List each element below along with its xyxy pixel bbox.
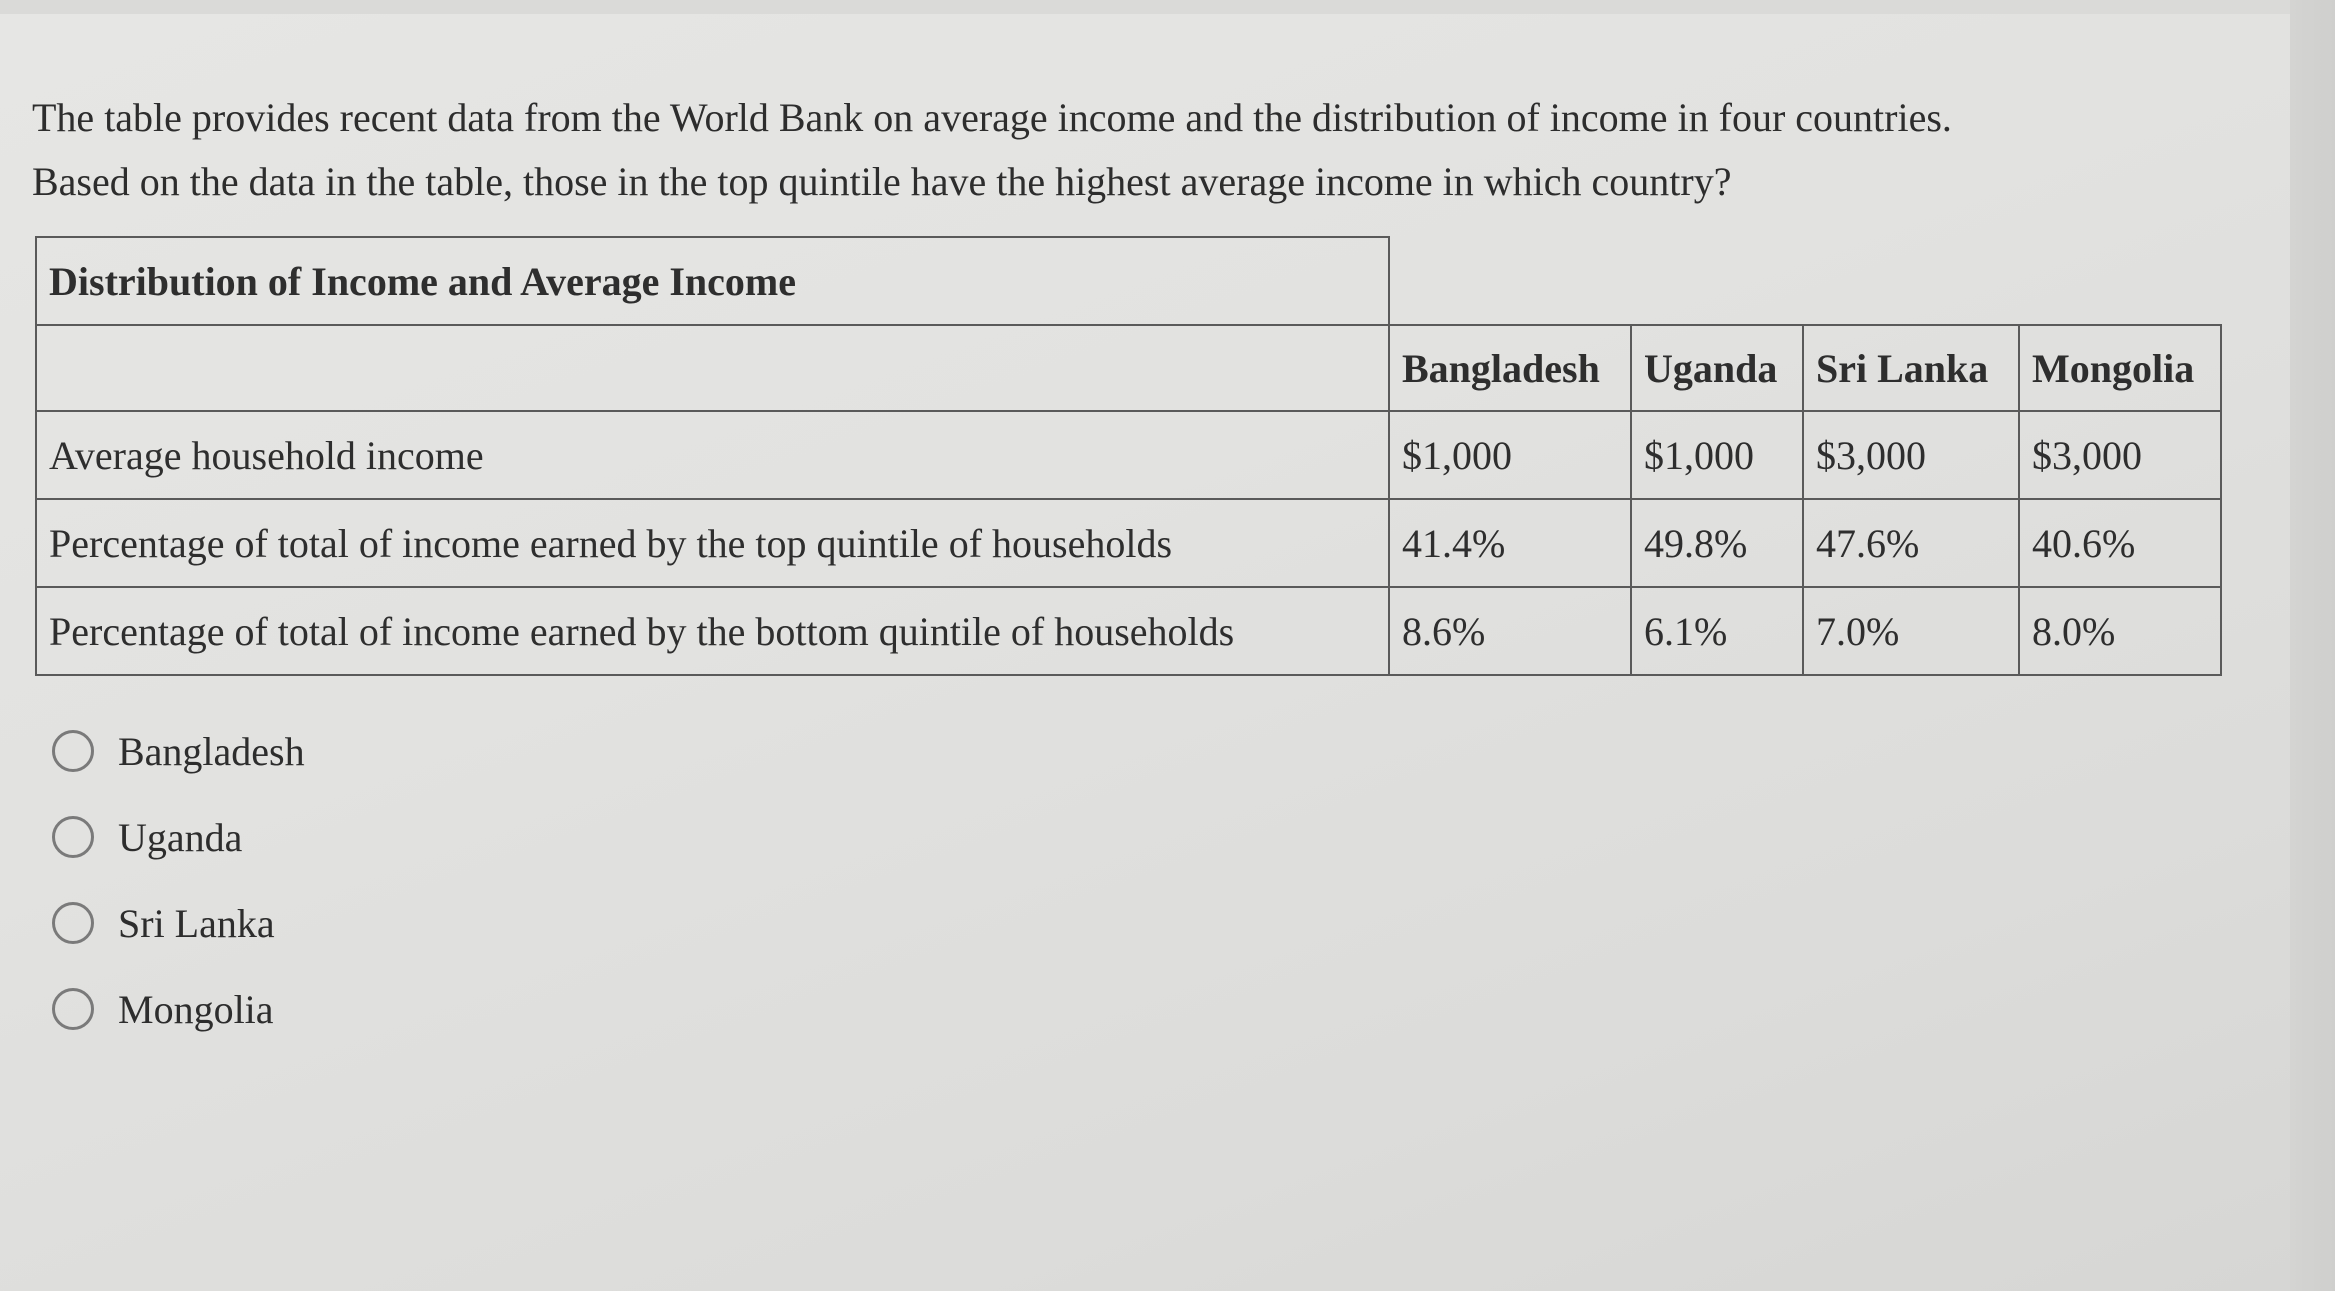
row-label-average-income: Average household income <box>36 411 1389 499</box>
option-uganda[interactable] <box>52 794 305 880</box>
caption-spacer <box>1389 237 2221 325</box>
table-title: Distribution of Income and Average Income <box>36 237 1389 325</box>
option-label: Bangladesh <box>118 728 305 774</box>
column-header-bangladesh: Bangladesh <box>1389 325 1631 411</box>
option-label: Sri Lanka <box>118 900 275 946</box>
top-strip <box>0 0 2335 14</box>
header-corner-cell <box>36 325 1389 411</box>
option-sri-lanka[interactable] <box>52 880 305 966</box>
cell-value: 40.6% <box>2019 499 2221 587</box>
table-header-row <box>36 325 2221 411</box>
cell-value: 6.1% <box>1631 587 1803 675</box>
table-row <box>36 411 2221 499</box>
radio-button-icon[interactable] <box>52 730 94 772</box>
radio-button-icon[interactable] <box>52 902 94 944</box>
screen-right-edge <box>2290 0 2335 1291</box>
table-row <box>36 587 2221 675</box>
option-label: Mongolia <box>118 986 274 1032</box>
answer-options <box>52 708 305 1052</box>
question-line-1: The table provides recent data from the World Bank on average income and the distribution of income in four countries. <box>32 95 1952 140</box>
cell-value: 8.0% <box>2019 587 2221 675</box>
table-caption-row <box>36 237 2221 325</box>
cell-value: 47.6% <box>1803 499 2019 587</box>
row-label-top-quintile: Percentage of total of income earned by the top quintile of households <box>36 499 1389 587</box>
column-header-mongolia: Mongolia <box>2019 325 2221 411</box>
cell-value: $1,000 <box>1389 411 1631 499</box>
cell-value: 7.0% <box>1803 587 2019 675</box>
table-row <box>36 499 2221 587</box>
question-line-2: Based on the data in the table, those in the top quintile have the highest average income in which country? <box>32 159 1732 204</box>
radio-button-icon[interactable] <box>52 816 94 858</box>
option-bangladesh[interactable] <box>52 708 305 794</box>
column-header-sri-lanka: Sri Lanka <box>1803 325 2019 411</box>
option-mongolia[interactable] <box>52 966 305 1052</box>
cell-value: 41.4% <box>1389 499 1631 587</box>
radio-button-icon[interactable] <box>52 988 94 1030</box>
question-text <box>32 86 2272 214</box>
row-label-bottom-quintile: Percentage of total of income earned by the bottom quintile of households <box>36 587 1389 675</box>
column-header-uganda: Uganda <box>1631 325 1803 411</box>
cell-value: $3,000 <box>1803 411 2019 499</box>
income-table <box>35 236 2222 676</box>
cell-value: $3,000 <box>2019 411 2221 499</box>
option-label: Uganda <box>118 814 243 860</box>
cell-value: 49.8% <box>1631 499 1803 587</box>
cell-value: 8.6% <box>1389 587 1631 675</box>
cell-value: $1,000 <box>1631 411 1803 499</box>
